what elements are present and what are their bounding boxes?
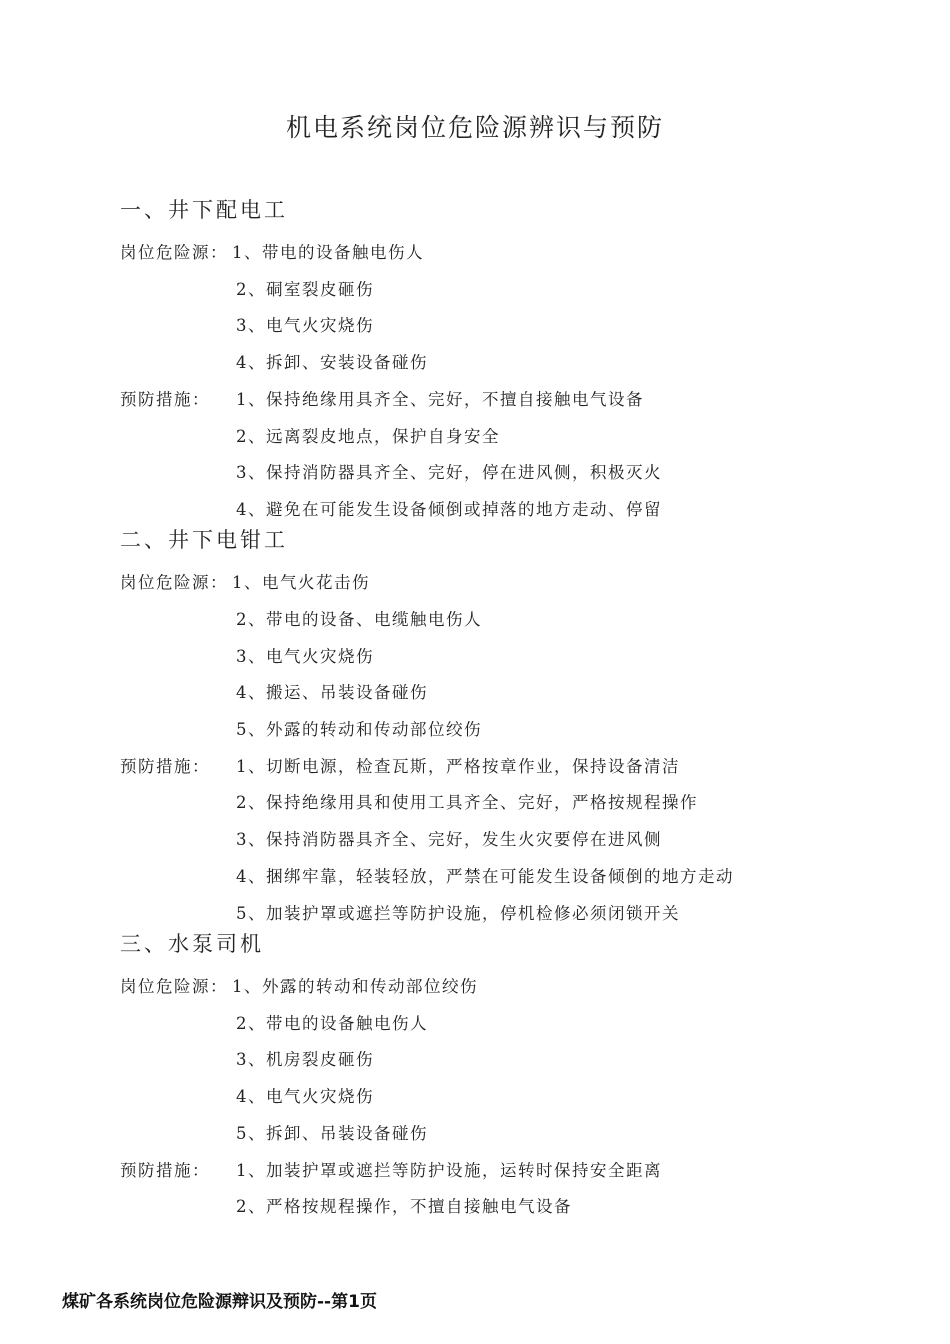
measure-item: 3、保持消防器具齐全、完好，发生火灾要停在进风侧 — [236, 830, 662, 849]
measure-item: 2、保持绝缘用具和使用工具齐全、完好，严格按规程操作 — [236, 793, 698, 812]
hazard-item: 4、拆卸、安装设备碰伤 — [236, 353, 428, 372]
hazard-item: 1、外露的转动和传动部位绞伤 — [232, 977, 478, 996]
measure-item: 1、保持绝缘用具齐全、完好，不擅自接触电气设备 — [236, 390, 644, 409]
hazard-item: 4、搬运、吊装设备碰伤 — [236, 683, 428, 702]
section-heading: 二、井下电钳工 — [120, 528, 288, 552]
measure-label: 预防措施： — [120, 757, 210, 776]
hazard-label: 岗位危险源： — [120, 977, 228, 996]
hazard-item: 5、外露的转动和传动部位绞伤 — [236, 720, 482, 739]
measure-item: 2、严格按规程操作，不擅自接触电气设备 — [236, 1197, 572, 1216]
measure-item: 4、捆绑牢靠，轻装轻放，严禁在可能发生设备倾倒的地方走动 — [236, 867, 734, 886]
measure-item: 5、加装护罩或遮拦等防护设施，停机检修必须闭锁开关 — [236, 904, 680, 923]
hazard-item: 3、机房裂皮砸伤 — [236, 1050, 374, 1069]
measure-label: 预防措施： — [120, 390, 210, 409]
measure-item: 1、加装护罩或遮拦等防护设施，运转时保持安全距离 — [236, 1161, 662, 1180]
section-heading: 三、水泵司机 — [120, 932, 264, 956]
hazard-item: 3、电气火灾烧伤 — [236, 647, 374, 666]
hazard-item: 2、带电的设备触电伤人 — [236, 1014, 428, 1033]
hazard-item: 5、拆卸、吊装设备碰伤 — [236, 1124, 428, 1143]
measure-item: 1、切断电源，检查瓦斯，严格按章作业，保持设备清洁 — [236, 757, 680, 776]
measure-item: 2、远离裂皮地点，保护自身安全 — [236, 427, 500, 446]
hazard-item: 1、电气火花击伤 — [232, 573, 370, 592]
measure-label: 预防措施： — [120, 1161, 210, 1180]
hazard-item: 2、硐室裂皮砸伤 — [236, 280, 374, 299]
hazard-label: 岗位危险源： — [120, 573, 228, 592]
page-footer: 煤矿各系统岗位危险源辩识及预防--第1页 — [62, 1292, 377, 1312]
hazard-label: 岗位危险源： — [120, 243, 228, 262]
hazard-item: 1、带电的设备触电伤人 — [232, 243, 424, 262]
hazard-item: 4、电气火灾烧伤 — [236, 1087, 374, 1106]
measure-item: 4、避免在可能发生设备倾倒或掉落的地方走动、停留 — [236, 500, 662, 519]
section-heading: 一、井下配电工 — [120, 198, 288, 222]
measure-item: 3、保持消防器具齐全、完好，停在进风侧，积极灭火 — [236, 463, 662, 482]
page-title: 机电系统岗位危险源辨识与预防 — [285, 113, 664, 142]
hazard-item: 3、电气火灾烧伤 — [236, 316, 374, 335]
hazard-item: 2、带电的设备、电缆触电伤人 — [236, 610, 482, 629]
